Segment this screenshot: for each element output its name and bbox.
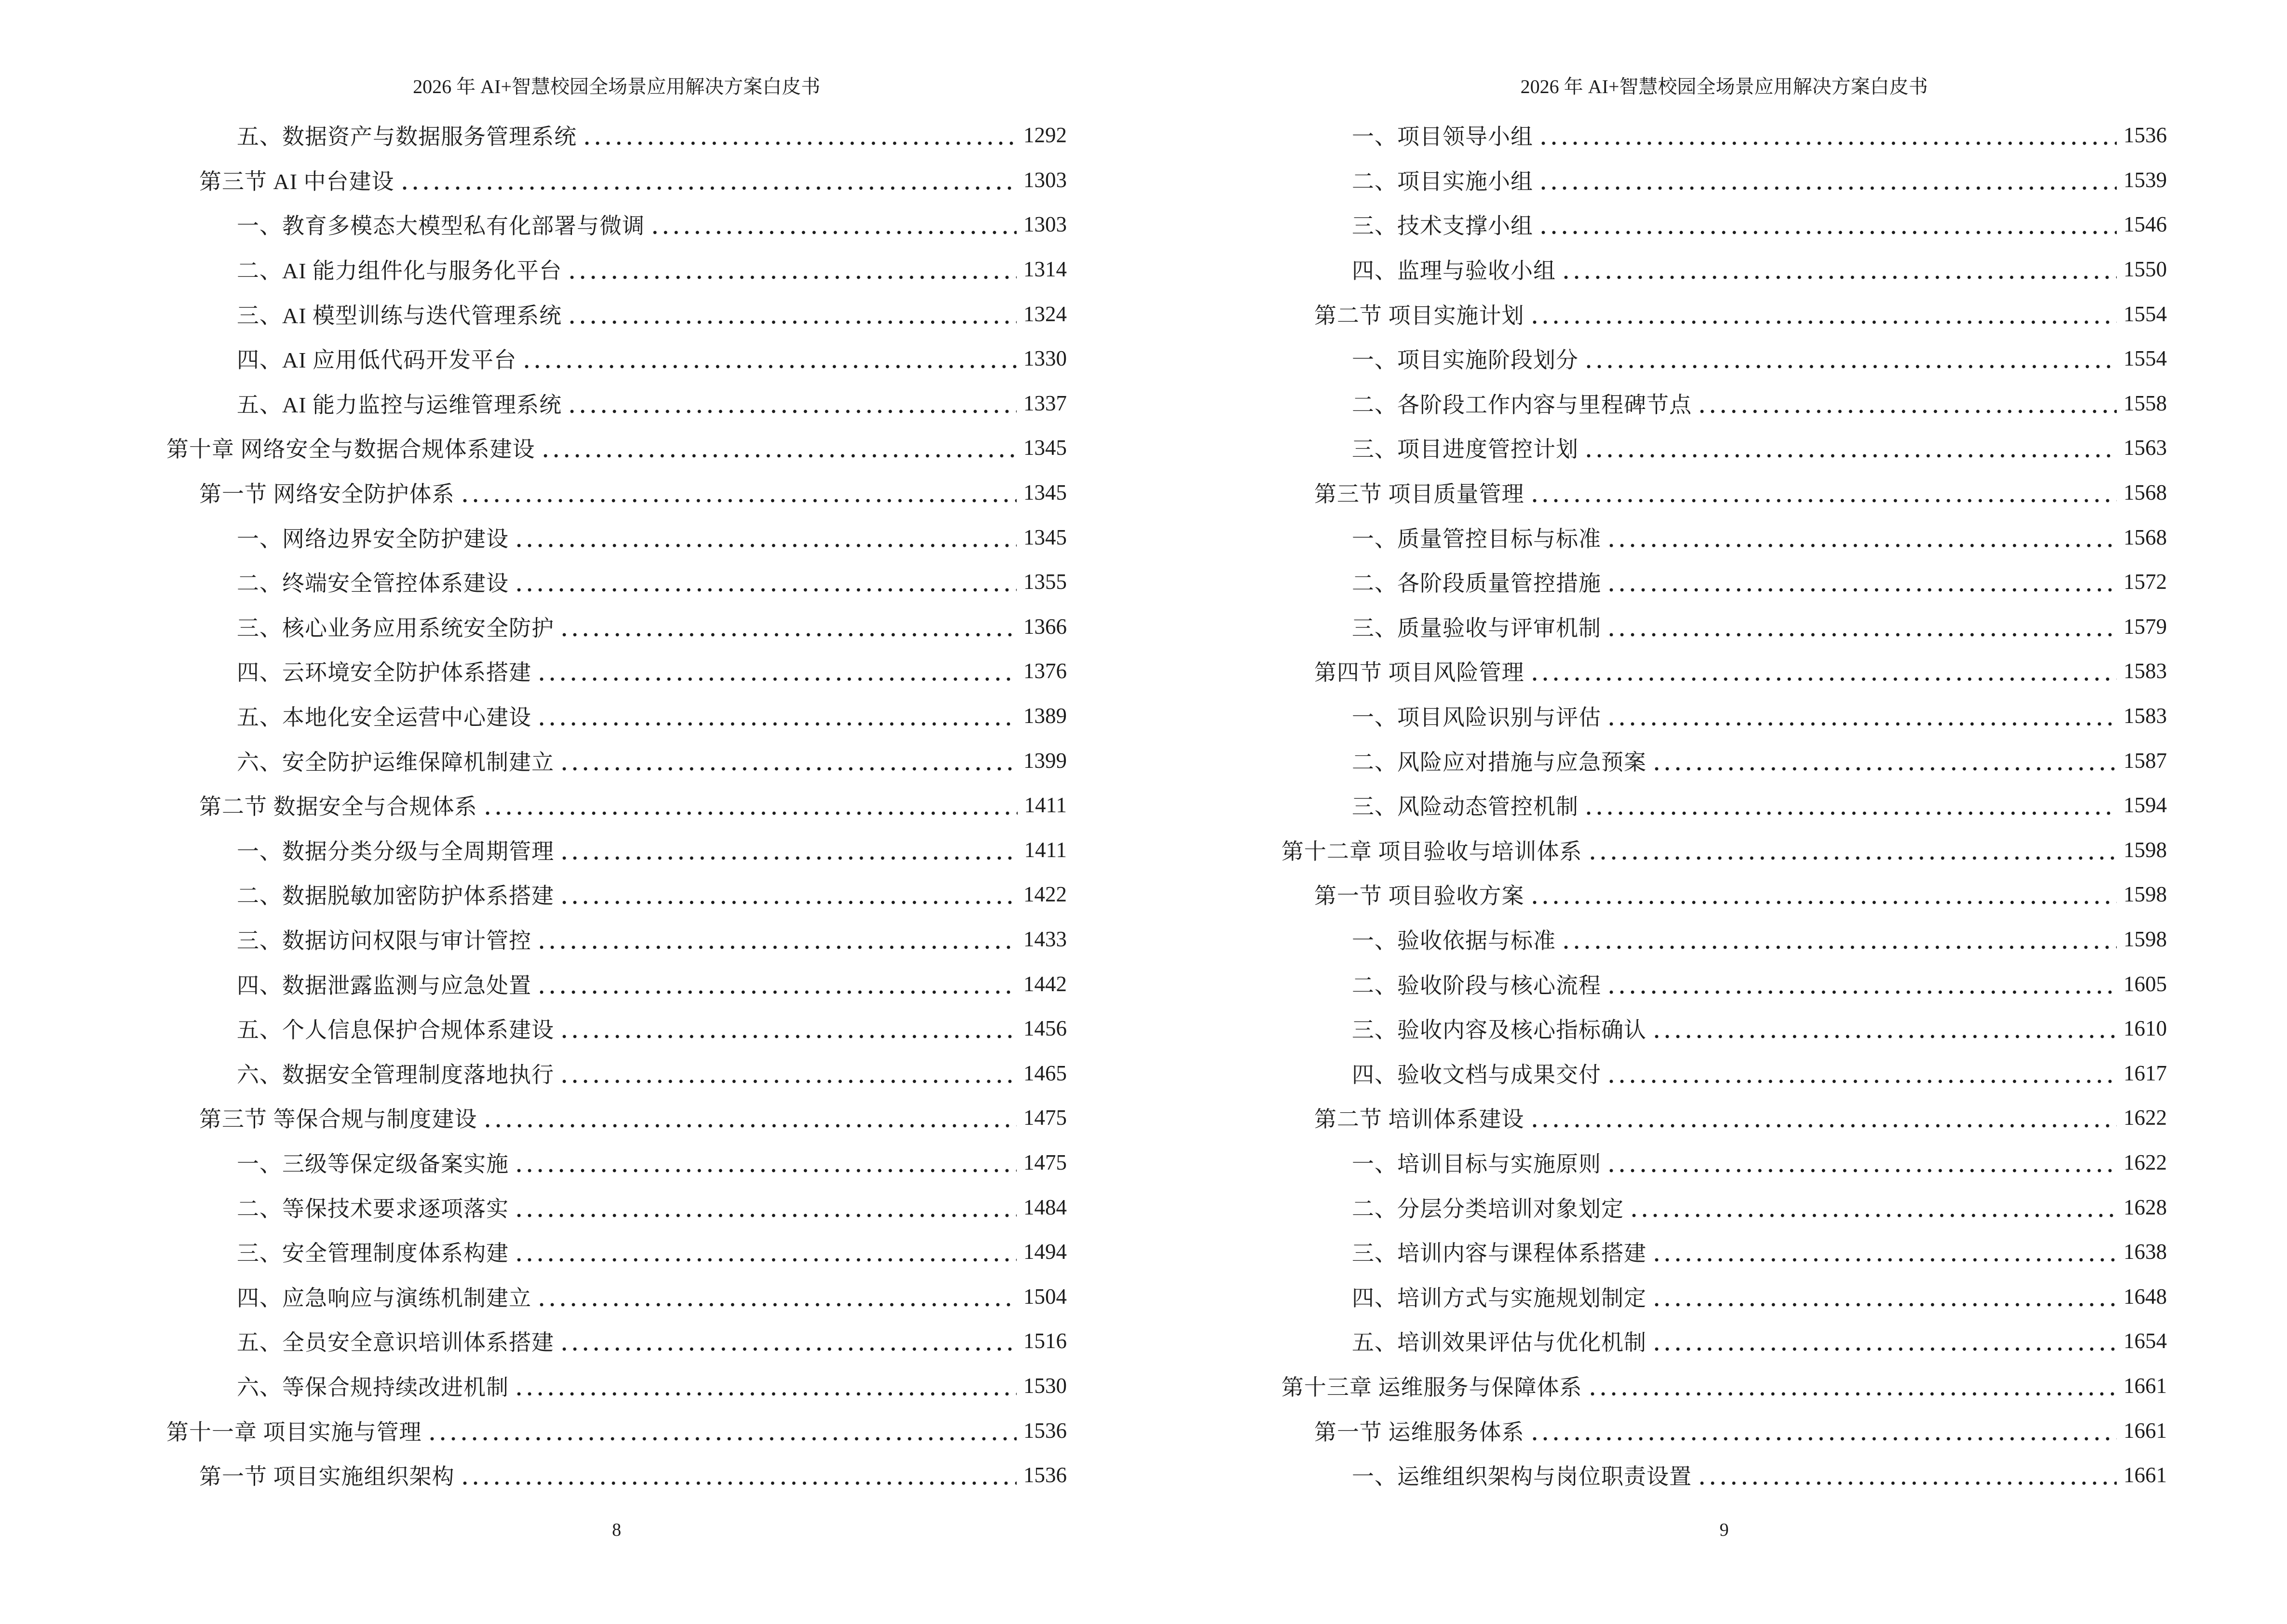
toc-entry-label: 五、本地化安全运营中心建设 [237, 705, 531, 730]
toc-entry-label: 二、数据脱敏加密防护体系搭建 [237, 884, 554, 909]
toc-entry[interactable] [166, 694, 1067, 738]
toc-entry-page-number: 1433 [1023, 927, 1067, 951]
toc-entry-label: 第三节 AI 中台建设 [199, 169, 395, 194]
toc-entry-label: 三、AI 模型训练与迭代管理系统 [237, 303, 562, 328]
dot-leader [1606, 542, 2117, 549]
toc-entry[interactable] [1281, 425, 2167, 470]
dot-leader [1529, 1435, 2117, 1442]
toc-entry-page-number: 1376 [1023, 659, 1067, 683]
dot-leader [559, 1033, 1017, 1040]
toc-entry-page-number: 1661 [2124, 1418, 2167, 1443]
dot-leader [536, 944, 1017, 951]
toc-entry-page-number: 1572 [2124, 570, 2167, 594]
toc-entry-page-number: 1504 [1023, 1284, 1067, 1309]
toc-entry-page-number: 1389 [1023, 704, 1067, 728]
toc-entry-label: 四、AI 应用低代码开发平台 [237, 348, 517, 373]
toc-entry-page-number: 1536 [1023, 1418, 1067, 1443]
dot-leader [1538, 185, 2117, 191]
toc-entry-page-number: 1661 [2124, 1373, 2167, 1398]
toc-list-left [166, 113, 1067, 1497]
dot-leader [567, 408, 1017, 415]
toc-entry[interactable] [166, 1408, 1067, 1453]
toc-entry-label: 四、监理与验收小组 [1352, 259, 1556, 284]
toc-entry-label: 四、数据泄露监测与应急处置 [237, 973, 531, 998]
toc-entry-label: 第十二章 项目验收与培训体系 [1281, 839, 1582, 864]
toc-entry-page-number: 1411 [1024, 793, 1067, 818]
toc-entry-label: 三、数据访问权限与审计管控 [237, 928, 531, 953]
toc-entry[interactable] [166, 1364, 1067, 1408]
toc-entry-label: 第四节 项目风险管理 [1314, 660, 1525, 685]
toc-entry-label: 五、全员安全意识培训体系搭建 [237, 1330, 554, 1355]
dot-leader [559, 1078, 1017, 1085]
dot-leader [1538, 140, 2117, 147]
toc-entry-page-number: 1568 [2124, 480, 2167, 505]
toc-entry[interactable] [166, 604, 1067, 649]
dot-leader [1529, 497, 2117, 504]
toc-entry-page-number: 1536 [1023, 1463, 1067, 1488]
toc-entry-label: 二、各阶段工作内容与里程碑节点 [1352, 392, 1692, 417]
toc-entry-label: 三、培训内容与课程体系搭建 [1352, 1241, 1647, 1266]
dot-leader [1587, 855, 2117, 861]
toc-entry[interactable] [1281, 560, 2167, 604]
toc-entry-label: 三、技术支撑小组 [1352, 214, 1533, 239]
dot-leader [1606, 631, 2117, 638]
toc-entry-page-number: 1536 [2124, 123, 2167, 148]
toc-entry-label: 三、质量验收与评审机制 [1352, 615, 1601, 641]
toc-entry[interactable] [1281, 470, 2167, 515]
running-header: 2026 年 AI+智慧校园全场景应用解决方案白皮书 [1520, 76, 1928, 97]
toc-entry-page-number: 1628 [2124, 1195, 2167, 1219]
dot-leader [1561, 274, 2117, 281]
toc-entry-label: 二、终端安全管控体系建设 [237, 571, 509, 596]
toc-entry-label: 三、风险动态管控机制 [1352, 794, 1579, 819]
toc-entry-label: 一、数据分类分级与全周期管理 [237, 839, 554, 864]
toc-entry-label: 一、运维组织架构与岗位职责设置 [1352, 1464, 1692, 1489]
toc-entry-page-number: 1617 [2124, 1061, 2167, 1085]
dot-leader [1561, 944, 2117, 951]
dot-leader [460, 1480, 1017, 1487]
toc-entry-page-number: 1399 [1023, 748, 1067, 773]
toc-entry-page-number: 1568 [2124, 525, 2167, 549]
toc-entry-label: 五、数据资产与数据服务管理系统 [237, 124, 577, 150]
toc-entry-page-number: 1345 [1023, 525, 1067, 549]
toc-entry-page-number: 1583 [2124, 704, 2167, 728]
dot-leader [514, 542, 1017, 549]
toc-list-right [1281, 113, 2167, 1497]
toc-entry-page-number: 1546 [2124, 212, 2167, 237]
dot-leader [482, 810, 1018, 817]
dot-leader [536, 989, 1017, 996]
toc-entry-label: 一、验收依据与标准 [1352, 928, 1556, 953]
toc-entry[interactable] [166, 158, 1067, 203]
dot-leader [1606, 721, 2117, 727]
toc-entry[interactable] [1281, 1319, 2167, 1364]
toc-entry[interactable] [1281, 381, 2167, 426]
toc-entry-page-number: 1579 [2124, 614, 2167, 639]
toc-entry-page-number: 1648 [2124, 1284, 2167, 1309]
toc-entry[interactable] [1281, 783, 2167, 828]
toc-entry-page-number: 1475 [1023, 1150, 1067, 1174]
toc-entry[interactable] [1281, 828, 2167, 873]
dot-leader [1651, 1033, 2117, 1040]
dot-leader [514, 1212, 1017, 1219]
toc-entry-label: 四、应急响应与演练机制建立 [237, 1285, 531, 1310]
toc-entry-page-number: 1330 [1023, 346, 1067, 371]
dot-leader [559, 765, 1017, 772]
toc-entry-label: 二、验收阶段与核心流程 [1352, 973, 1601, 998]
dot-leader [567, 319, 1017, 326]
toc-entry[interactable] [166, 828, 1067, 873]
toc-entry-label: 一、网络边界安全防护建设 [237, 526, 509, 551]
dot-leader [1606, 1167, 2117, 1174]
toc-entry-page-number: 1292 [1023, 123, 1067, 148]
toc-entry-label: 一、三级等保定级备案实施 [237, 1151, 509, 1176]
toc-entry-page-number: 1422 [1023, 882, 1067, 907]
toc-entry-label: 三、核心业务应用系统安全防护 [237, 615, 554, 641]
toc-entry-label: 二、各阶段质量管控措施 [1352, 571, 1601, 596]
toc-entry-page-number: 1622 [2124, 1150, 2167, 1174]
toc-entry-page-number: 1594 [2124, 793, 2167, 818]
toc-entry[interactable] [1281, 515, 2167, 560]
toc-entry-page-number: 1494 [1023, 1240, 1067, 1264]
dot-leader [536, 721, 1017, 727]
toc-entry-page-number: 1442 [1023, 971, 1067, 996]
toc-entry-label: 第二节 数据安全与合规体系 [199, 794, 477, 819]
toc-page-right [1144, 0, 2287, 1624]
toc-entry-page-number: 1563 [2124, 436, 2167, 460]
dot-leader [1538, 229, 2117, 236]
toc-entry-label: 第十三章 运维服务与保障体系 [1281, 1375, 1582, 1400]
toc-entry-label: 四、培训方式与实施规划制定 [1352, 1285, 1647, 1310]
toc-entry-page-number: 1554 [2124, 346, 2167, 371]
toc-entry-page-number: 1622 [2124, 1105, 2167, 1130]
toc-entry[interactable] [166, 1274, 1067, 1319]
dot-leader [540, 452, 1017, 459]
toc-entry-page-number: 1303 [1023, 212, 1067, 237]
toc-entry[interactable] [166, 381, 1067, 426]
toc-entry-page-number: 1605 [2124, 971, 2167, 996]
toc-entry-label: 一、培训目标与实施原则 [1352, 1151, 1601, 1176]
toc-entry-label: 三、安全管理制度体系构建 [237, 1241, 509, 1266]
toc-entry-label: 第一节 运维服务体系 [1314, 1419, 1525, 1445]
dot-leader [559, 899, 1017, 906]
toc-entry-page-number: 1598 [2124, 927, 2167, 951]
dot-leader [1529, 319, 2117, 326]
page-number: 8 [612, 1520, 621, 1540]
toc-entry-page-number: 1366 [1023, 614, 1067, 639]
toc-entry-page-number: 1587 [2124, 748, 2167, 773]
dot-leader [1529, 676, 2117, 682]
toc-entry-page-number: 1583 [2124, 659, 2167, 683]
dot-leader [514, 1391, 1017, 1397]
toc-entry-label: 五、AI 能力监控与运维管理系统 [237, 392, 562, 417]
toc-entry-label: 二、AI 能力组件化与服务化平台 [237, 259, 562, 284]
toc-entry[interactable] [1281, 1051, 2167, 1095]
dot-leader [567, 274, 1017, 281]
toc-entry-page-number: 1303 [1023, 167, 1067, 192]
toc-entry-label: 五、个人信息保护合规体系建设 [237, 1018, 554, 1043]
toc-entry-page-number: 1456 [1023, 1016, 1067, 1041]
toc-entry[interactable] [1281, 336, 2167, 381]
dot-leader [1651, 765, 2117, 772]
toc-entry-label: 三、项目进度管控计划 [1352, 437, 1579, 462]
toc-entry[interactable] [166, 649, 1067, 694]
toc-entry-label: 二、风险应对措施与应急预案 [1352, 750, 1647, 775]
dot-leader [1583, 810, 2117, 817]
dot-leader [399, 185, 1017, 191]
toc-entry[interactable] [166, 515, 1067, 560]
toc-entry-page-number: 1465 [1023, 1061, 1067, 1085]
toc-entry[interactable] [166, 470, 1067, 515]
toc-entry-label: 一、项目实施阶段划分 [1352, 348, 1579, 373]
toc-entry[interactable] [166, 560, 1067, 604]
toc-entry[interactable] [1281, 1185, 2167, 1229]
toc-entry[interactable] [1281, 202, 2167, 247]
toc-entry-label: 一、项目风险识别与评估 [1352, 705, 1601, 730]
toc-entry[interactable] [166, 917, 1067, 962]
toc-entry[interactable] [166, 1185, 1067, 1229]
toc-entry-label: 第二节 培训体系建设 [1314, 1107, 1525, 1132]
toc-entry[interactable] [1281, 738, 2167, 783]
toc-entry[interactable] [1281, 1453, 2167, 1498]
toc-entry[interactable] [1281, 247, 2167, 292]
dot-leader [427, 1435, 1017, 1442]
toc-entry-page-number: 1654 [2124, 1329, 2167, 1353]
toc-entry-label: 四、云环境安全防护体系搭建 [237, 660, 531, 685]
toc-entry[interactable] [166, 1140, 1067, 1185]
dot-leader [1606, 989, 2117, 996]
toc-entry[interactable] [1281, 917, 2167, 962]
toc-entry[interactable] [166, 1095, 1067, 1140]
toc-entry[interactable] [1281, 291, 2167, 336]
toc-entry-label: 一、教育多模态大模型私有化部署与微调 [237, 214, 645, 239]
toc-entry-label: 六、安全防护运维保障机制建立 [237, 750, 554, 775]
dot-leader [1629, 1212, 2117, 1219]
dot-leader [1529, 1122, 2117, 1129]
toc-entry-label: 二、项目实施小组 [1352, 169, 1533, 194]
toc-entry-page-number: 1516 [1023, 1329, 1067, 1353]
toc-entry[interactable] [166, 1319, 1067, 1364]
dot-leader [1651, 1301, 2117, 1308]
dot-leader [559, 855, 1018, 861]
dot-leader [1587, 1391, 2117, 1397]
dot-leader [536, 676, 1017, 682]
toc-entry-label: 二、分层分类培训对象划定 [1352, 1196, 1624, 1221]
toc-entry-page-number: 1530 [1023, 1373, 1067, 1398]
dot-leader [559, 631, 1017, 638]
dot-leader [514, 1167, 1017, 1174]
toc-entry-label: 第三节 项目质量管理 [1314, 482, 1525, 507]
toc-entry[interactable] [166, 872, 1067, 917]
dot-leader [1583, 363, 2117, 370]
toc-entry-label: 第一节 项目实施组织架构 [199, 1464, 455, 1489]
toc-entry[interactable] [1281, 872, 2167, 917]
toc-entry[interactable] [166, 783, 1067, 828]
dot-leader [514, 1256, 1017, 1263]
toc-entry-label: 第十章 网络安全与数据合规体系建设 [166, 437, 535, 462]
dot-leader [460, 497, 1017, 504]
toc-entry-page-number: 1484 [1023, 1195, 1067, 1219]
toc-entry[interactable] [166, 961, 1067, 1006]
toc-entry[interactable] [166, 247, 1067, 292]
toc-entry-page-number: 1345 [1023, 436, 1067, 460]
toc-entry[interactable] [1281, 1229, 2167, 1274]
dot-leader [482, 1122, 1017, 1129]
toc-entry-label: 六、数据安全管理制度落地执行 [237, 1062, 554, 1087]
toc-entry-label: 四、验收文档与成果交付 [1352, 1062, 1601, 1087]
toc-entry-page-number: 1554 [2124, 301, 2167, 326]
toc-entry-label: 第二节 项目实施计划 [1314, 303, 1525, 328]
dot-leader [1697, 408, 2117, 415]
toc-entry-page-number: 1411 [1024, 837, 1067, 862]
dot-leader [1606, 1078, 2117, 1085]
toc-entry-page-number: 1598 [2124, 882, 2167, 907]
toc-entry[interactable] [1281, 113, 2167, 158]
toc-entry[interactable] [166, 291, 1067, 336]
dot-leader [1529, 899, 2117, 906]
toc-entry-page-number: 1337 [1023, 391, 1067, 415]
toc-entry-label: 第一节 网络安全防护体系 [199, 482, 455, 507]
dot-leader [1583, 452, 2117, 459]
toc-entry-page-number: 1475 [1023, 1105, 1067, 1130]
toc-entry-page-number: 1539 [2124, 167, 2167, 192]
dot-leader [650, 229, 1017, 236]
toc-entry[interactable] [166, 113, 1067, 158]
running-header: 2026 年 AI+智慧校园全场景应用解决方案白皮书 [413, 76, 820, 97]
toc-entry[interactable] [166, 1006, 1067, 1051]
toc-entry-page-number: 1598 [2124, 837, 2167, 862]
toc-entry-page-number: 1610 [2124, 1016, 2167, 1041]
toc-entry-label: 第十一章 项目实施与管理 [166, 1419, 422, 1445]
dot-leader [514, 587, 1017, 593]
toc-entry-label: 三、验收内容及核心指标确认 [1352, 1018, 1647, 1043]
toc-entry-page-number: 1638 [2124, 1240, 2167, 1264]
toc-entry[interactable] [1281, 1274, 2167, 1319]
dot-leader [1697, 1480, 2117, 1487]
toc-entry-page-number: 1558 [2124, 391, 2167, 415]
toc-entry-label: 第一节 项目验收方案 [1314, 884, 1525, 909]
toc-entry-label: 二、等保技术要求逐项落实 [237, 1196, 509, 1221]
dot-leader [521, 363, 1017, 370]
toc-entry[interactable] [166, 336, 1067, 381]
toc-entry[interactable] [1281, 1006, 2167, 1051]
toc-entry[interactable] [1281, 1095, 2167, 1140]
toc-entry[interactable] [1281, 1364, 2167, 1408]
toc-entry[interactable] [166, 738, 1067, 783]
toc-entry[interactable] [1281, 604, 2167, 649]
toc-entry[interactable] [166, 1051, 1067, 1095]
toc-entry[interactable] [1281, 1408, 2167, 1453]
toc-entry-page-number: 1345 [1023, 480, 1067, 505]
toc-entry[interactable] [1281, 694, 2167, 738]
dot-leader [582, 140, 1017, 147]
toc-entry-page-number: 1661 [2124, 1463, 2167, 1488]
toc-entry[interactable] [1281, 649, 2167, 694]
toc-entry-label: 一、质量管控目标与标准 [1352, 526, 1601, 551]
toc-entry-page-number: 1550 [2124, 257, 2167, 282]
toc-entry[interactable] [166, 1453, 1067, 1498]
toc-entry[interactable] [166, 1229, 1067, 1274]
toc-entry-label: 一、项目领导小组 [1352, 124, 1533, 150]
toc-entry[interactable] [1281, 1140, 2167, 1185]
toc-entry-label: 六、等保合规持续改进机制 [237, 1375, 509, 1400]
page-number: 9 [1719, 1520, 1729, 1540]
toc-entry-page-number: 1355 [1023, 570, 1067, 594]
toc-entry-page-number: 1324 [1023, 301, 1067, 326]
dot-leader [1606, 587, 2117, 593]
toc-entry[interactable] [1281, 961, 2167, 1006]
toc-entry-page-number: 1314 [1023, 257, 1067, 282]
toc-entry[interactable] [1281, 158, 2167, 203]
dot-leader [1651, 1256, 2117, 1263]
dot-leader [559, 1346, 1017, 1352]
toc-entry-label: 五、培训效果评估与优化机制 [1352, 1330, 1647, 1355]
dot-leader [536, 1301, 1017, 1308]
toc-entry[interactable] [166, 202, 1067, 247]
toc-entry-label: 第三节 等保合规与制度建设 [199, 1107, 477, 1132]
toc-entry[interactable] [166, 425, 1067, 470]
dot-leader [1651, 1346, 2117, 1352]
